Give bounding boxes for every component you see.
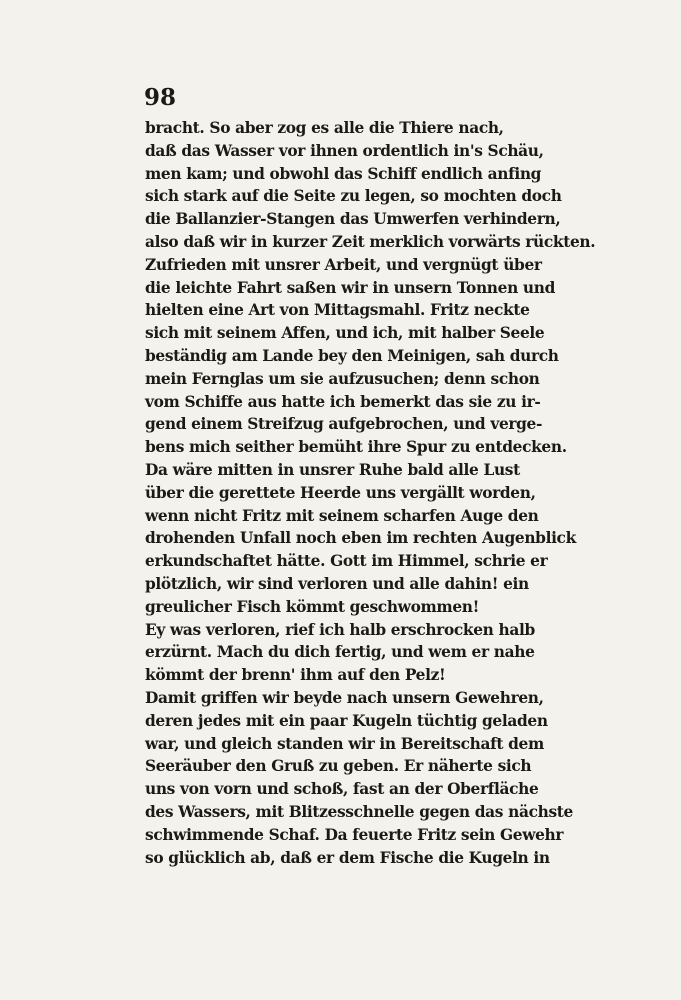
- text-line: kömmt der brenn' ihm auf den Pelz!: [145, 666, 446, 685]
- text-line: sich mit seinem Affen, und ich, mit halber Seele: [145, 324, 545, 343]
- text-line: erzürnt. Mach du dich fertig, und wem er nahe: [145, 643, 535, 662]
- text-line: die Ballanzier-Stangen das Umwerfen verhindern,: [145, 210, 561, 229]
- body-text: [145, 117, 596, 869]
- text-line: des Wassers, mit Blitzesschnelle gegen das nächste: [145, 802, 573, 821]
- text-line: die leichte Fahrt saßen wir in unsern Tonnen und: [145, 278, 556, 297]
- text-line: uns von vorn und schoß, fast an der Oberfläche: [145, 780, 539, 799]
- text-line: so glücklich ab, daß er dem Fische die Kugeln in: [145, 848, 550, 867]
- text-line: hielten eine Art von Mittagsmahl. Fritz neckte: [145, 301, 530, 320]
- text-line: beständig am Lande bey den Meinigen, sah durch: [145, 346, 559, 365]
- text-line: gend einem Streifzug aufgebrochen, und verge-: [145, 415, 543, 434]
- text-line: Da wäre mitten in unsrer Ruhe bald alle Lust: [145, 460, 520, 479]
- text-line: daß das Wasser vor ihnen ordentlich in's Schäu,: [145, 141, 544, 160]
- text-line: schwimmende Schaf. Da feuerte Fritz sein Gewehr: [145, 825, 564, 844]
- text-line: war, und gleich standen wir in Bereitschaft dem: [145, 734, 544, 753]
- text-line: deren jedes mit ein paar Kugeln tüchtig geladen: [145, 711, 548, 730]
- text-line: also daß wir in kurzer Zeit merklich vorwärts rückten.: [145, 232, 596, 251]
- page-number: 98: [144, 84, 177, 111]
- text-line: mein Fernglas um sie aufzusuchen; denn schon: [145, 369, 540, 388]
- text-line: bens mich seither bemüht ihre Spur zu entdecken.: [145, 438, 567, 457]
- text-line: bracht. So aber zog es alle die Thiere nach,: [145, 119, 504, 137]
- text-line: men kam; und obwohl das Schiff endlich anfing: [145, 164, 542, 183]
- text-line: plötzlich, wir sind verloren und alle dahin! ein: [145, 574, 529, 593]
- text-line: Seeräuber den Gruß zu geben. Er näherte sich: [145, 757, 532, 776]
- text-line: greulicher Fisch kömmt geschwommen!: [145, 597, 480, 616]
- text-line: wenn nicht Fritz mit seinem scharfen Auge den: [145, 506, 539, 525]
- text-line: erkundschaftet hätte. Gott im Himmel, schrie er: [145, 552, 548, 571]
- text-line: drohenden Unfall noch eben im rechten Augenblick: [145, 529, 576, 548]
- text-line: Damit griffen wir beyde nach unsern Gewehren,: [145, 688, 544, 707]
- text-line: über die gerettete Heerde uns vergällt worden,: [145, 483, 536, 502]
- text-line: vom Schiffe aus hatte ich bemerkt das sie zu ir-: [145, 392, 541, 411]
- text-line: Ey was verloren, rief ich halb erschrocken halb: [145, 620, 535, 639]
- text-line: Zufrieden mit unsrer Arbeit, und vergnügt über: [145, 255, 542, 274]
- text-line: sich stark auf die Seite zu legen, so mochten doch: [145, 187, 562, 206]
